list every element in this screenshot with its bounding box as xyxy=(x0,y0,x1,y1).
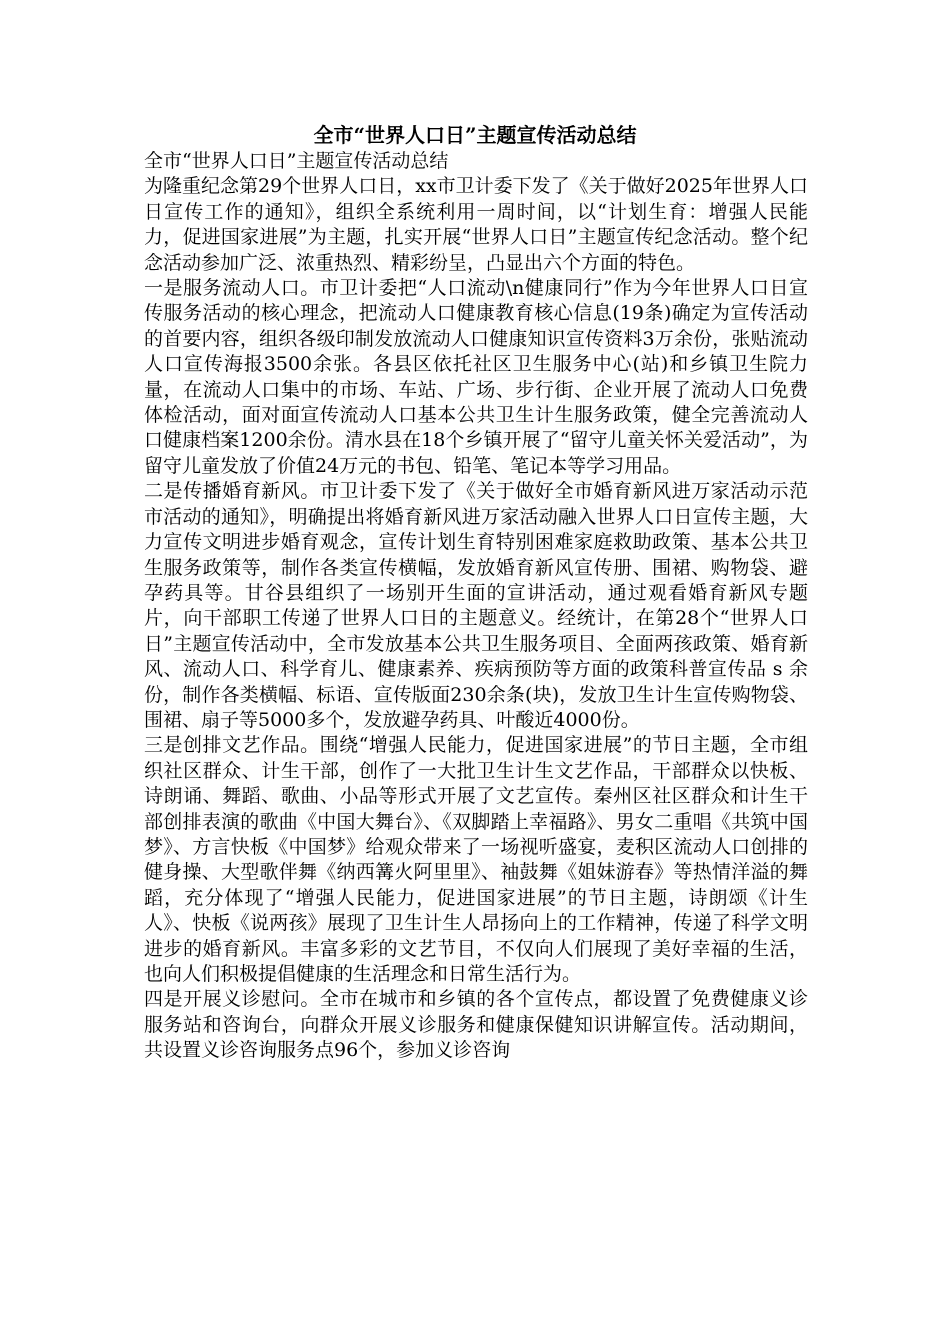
paragraph-floating-population: 一是服务流动人口。市卫计委把“人口流动\n健康同行”作为今年世界人口日宣传服务活动的核心理念，把流动人口健康教育核心信息(19条)确定为宣传活动的首要内容，组织各级印制发放流动人口健康知识宣传资料3万余份，张贴流动人口宣传海报3500余张。各县区依托社区卫生服务中心(站)和乡镇卫生院力量，在流动人口集中的市场、车站、广场、步行街、企业开展了流动人口免费体检活动，面对面宣传流动人口基本公共卫生计生服务政策，健全完善流动人口健康档案1200余份。清水县在18个乡镇开展了“留守儿童关怀关爱活动”，为留守儿童发放了价值24万元的书包、铅笔、笔记本等学习用品。 xyxy=(144,277,808,477)
paragraph-marriage-customs: 二是传播婚育新风。市卫计委下发了《关于做好全市婚育新风进万家活动示范市活动的通知》，明确提出将婚育新风进万家活动融入世界人口日宣传主题，大力宣传文明进步婚育观念，宣传计划生育特别困难家庭救助政策、基本公共卫生服务政策等，制作各类宣传横幅，发放婚育新风宣传册、围裙、购物袋、避孕药具等。甘谷县组织了一场别开生面的宣讲活动，通过观看婚育新风专题片，向干部职工传递了世界人口日的主题意义。经统计，在第28个“世界人口日”主题宣传活动中，全市发放基本公共卫生服务项目、全面两孩政策、婚育新风、流动人口、科学育儿、健康素养、疾病预防等方面的政策科普宣传品 s 余份，制作各类横幅、标语、宣传版面230余条(块)，发放卫生计生宣传购物袋、围裙、扇子等5000多个，发放避孕药具、叶酸近4000份。 xyxy=(144,480,808,731)
paragraph-subtitle: 全市“世界人口日”主题宣传活动总结 xyxy=(144,150,449,172)
document-title: 全市“世界人口日”主题宣传活动总结 xyxy=(313,123,637,147)
paragraph-free-clinic: 四是开展义诊慰问。全市在城市和乡镇的各个宣传点，都设置了免费健康义诊服务站和咨询台，向群众开展义诊服务和健康保健知识讲解宣传。活动期间，共设置义诊咨询服务点96个，参加义诊咨询 xyxy=(144,988,808,1062)
paragraph-intro: 为隆重纪念第29个世界人口日，xx市卫计委下发了《关于做好2025年世界人口日宣传工作的通知》，组织全系统利用一周时间，以“计划生育：增强人民能力，促进国家进展”为主题，扎实开展“世界人口日”主题宣传纪念活动。整个纪念活动参加广泛、浓重热烈、精彩纷呈，凸显出六个方面的特色。 xyxy=(144,175,808,274)
document-body xyxy=(144,149,808,1064)
paragraph-art-works: 三是创排文艺作品。围绕“增强人民能力，促进国家进展”的节日主题，全市组织社区群众、计生干部，创作了一大批卫生计生文艺作品，干部群众以快板、诗朗诵、舞蹈、歌曲、小品等形式开展了文艺宣传。秦州区社区群众和计生干部创排表演的歌曲《中国大舞台》、《双脚踏上幸福路》、男女二重唱《共筑中国梦》、方言快板《中国梦》给观众带来了一场视听盛宴，麦积区流动人口创排的健身操、大型歌伴舞《纳西篝火阿里里》、袖鼓舞《姐妹游春》等热情洋溢的舞蹈，充分体现了“增强人民能力，促进国家进展”的节日主题，诗朗颂《计生人》、快板《说两孩》展现了卫生计生人昂扬向上的工作精神，传递了科学文明进步的婚育新风。丰富多彩的文艺节目，不仅向人们展现了美好幸福的生活，也向人们积极提倡健康的生活理念和日常生活行为。 xyxy=(144,734,808,985)
